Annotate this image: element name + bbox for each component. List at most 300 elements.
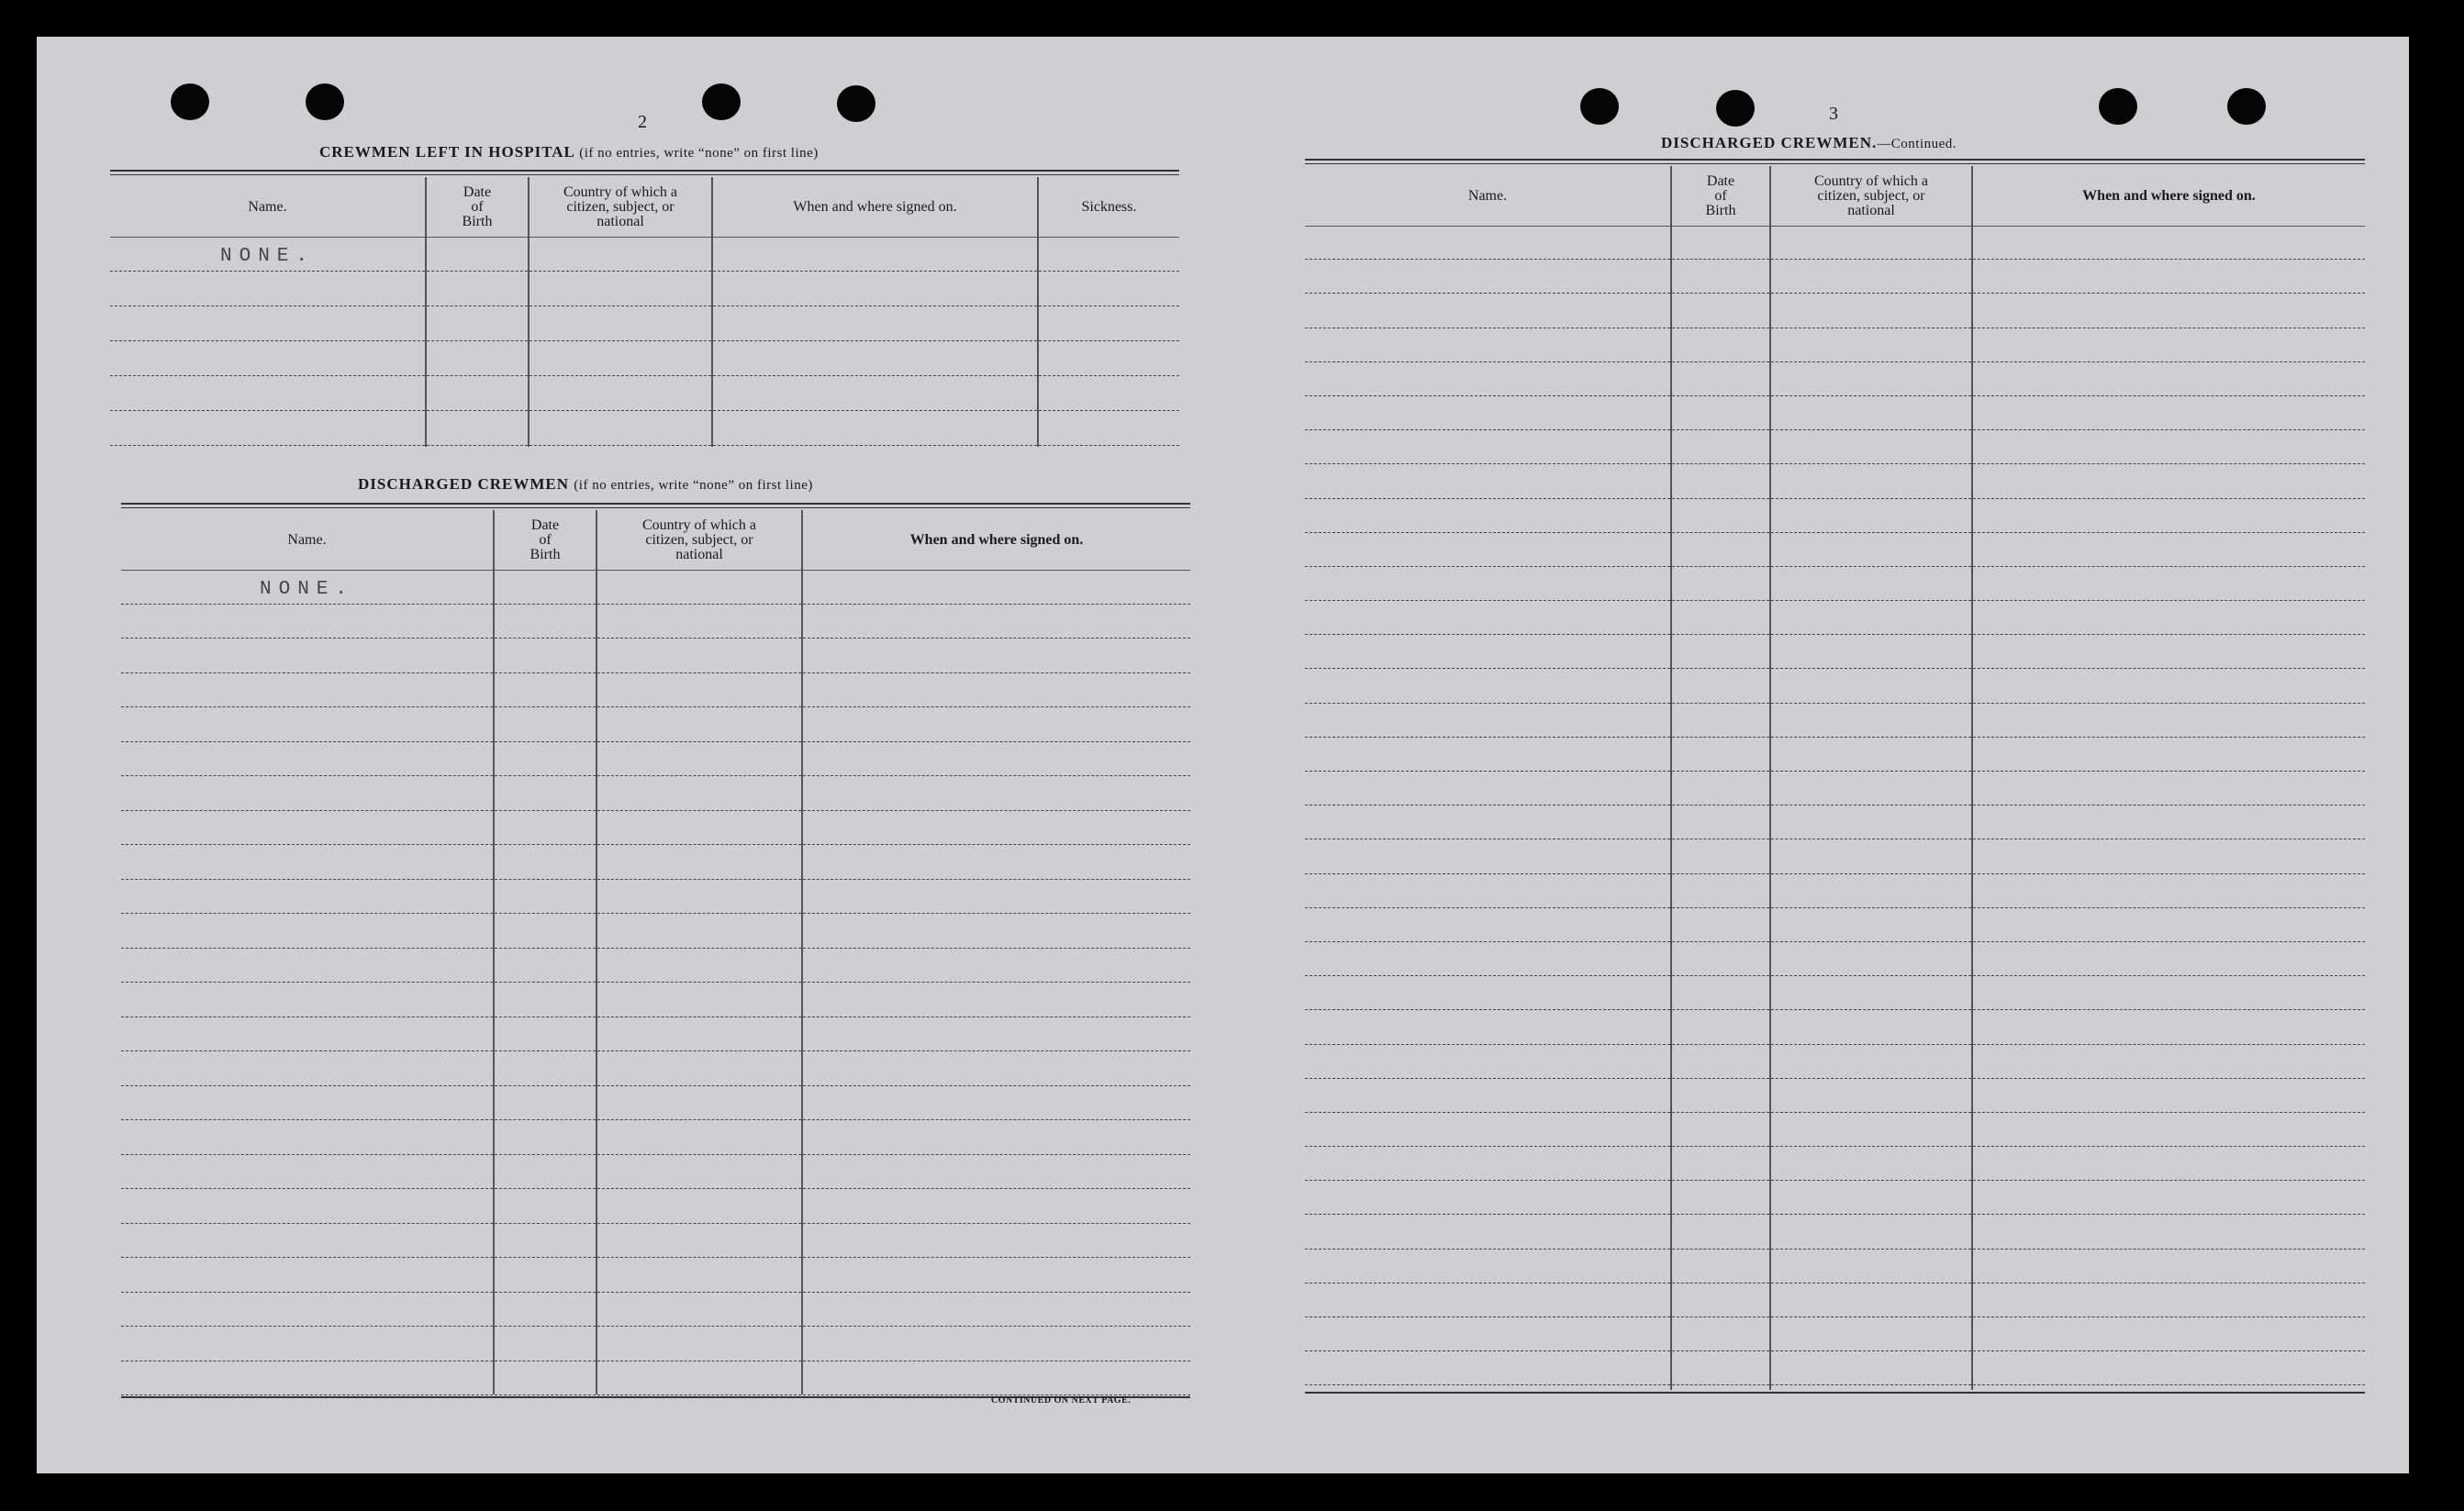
table-row[interactable] [1305,533,1670,567]
table-row[interactable] [1771,1147,1971,1181]
table-row[interactable] [110,376,425,411]
table-row[interactable] [713,272,1037,306]
table-row[interactable] [803,639,1190,673]
table-row[interactable] [597,570,801,605]
punch-hole [306,83,344,120]
table-row[interactable] [1771,738,1971,772]
table-row[interactable] [495,880,596,915]
table-row[interactable] [1771,1317,1971,1351]
table-row[interactable] [121,1293,493,1328]
table-row[interactable] [1973,1147,2365,1181]
table-row[interactable] [121,983,493,1017]
table-row[interactable] [803,673,1190,708]
table-row[interactable] [597,1189,801,1224]
table-row[interactable] [1305,1113,1670,1147]
punch-hole [1580,88,1619,125]
table-row[interactable] [803,1017,1190,1052]
table-row[interactable] [597,914,801,949]
hospital-title-text: CREWMEN LEFT IN HOSPITAL [319,143,574,161]
table-row[interactable] [1771,1045,1971,1079]
table-row[interactable] [597,605,801,639]
table-row[interactable] [495,1258,596,1293]
column-header: Sickness. [1039,177,1179,238]
table-row[interactable] [597,1051,801,1086]
right-col-country [1771,166,1973,1390]
table-row[interactable] [1771,1351,1971,1385]
column-header: Date of Birth [1672,166,1769,227]
hospital-instruction: (if no entries, write “none” on first line) [579,146,819,161]
table-row[interactable] [803,811,1190,846]
table-row[interactable] [713,411,1037,446]
table-row[interactable] [1973,1113,2365,1147]
table-row[interactable] [803,1361,1190,1396]
table-row[interactable] [1771,874,1971,908]
table-row[interactable] [495,570,596,605]
table-row[interactable] [495,639,596,673]
table-row[interactable] [1973,1283,2365,1317]
table-row[interactable] [1771,942,1971,976]
table-row[interactable] [713,376,1037,411]
table-row[interactable] [1771,1079,1971,1113]
table-row[interactable] [1672,1079,1769,1113]
table-row[interactable] [530,341,711,376]
table-row[interactable] [597,1258,801,1293]
table-row[interactable] [1973,533,2365,567]
table-row[interactable] [1771,396,1971,430]
table-row[interactable] [1672,635,1769,669]
table-row[interactable] [1305,1250,1670,1283]
table-row[interactable] [427,341,528,376]
table-row[interactable] [121,845,493,880]
table-row[interactable] [1305,567,1670,601]
table-row[interactable] [121,949,493,983]
table-row[interactable] [1973,430,2365,464]
table-row[interactable] [803,1258,1190,1293]
table-row[interactable] [495,811,596,846]
table-row[interactable] [121,1120,493,1155]
table-row[interactable] [495,776,596,811]
table-row[interactable] [1672,533,1769,567]
table-row[interactable] [803,1189,1190,1224]
table-row[interactable] [1305,499,1670,533]
table-row[interactable] [121,1051,493,1086]
table-row[interactable] [121,1327,493,1361]
handwritten-entry: NONE. [259,578,354,600]
table-row[interactable] [1771,430,1971,464]
table-row[interactable] [495,1224,596,1259]
table-row[interactable] [121,1224,493,1259]
handwritten-entry: NONE. [219,246,315,267]
table-row[interactable] [1305,430,1670,464]
table-row[interactable] [1973,464,2365,498]
table-row[interactable] [427,306,528,341]
table-row[interactable] [803,949,1190,983]
table-row[interactable] [597,1017,801,1052]
table-row[interactable] [427,376,528,411]
table-row[interactable] [1672,362,1769,396]
table-row[interactable] [1973,260,2365,294]
table-row[interactable] [1973,738,2365,772]
table-row[interactable] [1771,601,1971,635]
table-row[interactable] [495,707,596,742]
table-row[interactable] [1771,908,1971,942]
table-row[interactable] [427,411,528,446]
table-row[interactable] [713,306,1037,341]
table-row[interactable] [121,880,493,915]
table-row[interactable] [1771,1215,1971,1249]
table-row[interactable] [1771,226,1971,260]
table-row[interactable] [1672,1010,1769,1044]
punch-hole [1716,90,1755,127]
right-col-where [1973,166,2365,1390]
table-row[interactable] [1672,874,1769,908]
table-row[interactable] [530,237,711,272]
table-row[interactable] [495,742,596,777]
table-row[interactable] [1305,362,1670,396]
table-row[interactable] [1771,1181,1971,1215]
page-number-right: 3 [1829,104,1838,124]
table-row[interactable] [121,605,493,639]
table-row[interactable] [495,1155,596,1190]
table-row[interactable] [110,237,425,272]
table-row[interactable] [1305,328,1670,362]
table-row[interactable] [121,1189,493,1224]
column-header: Country of which a citizen, subject, or national [1771,166,1971,227]
column-header: Name. [121,510,493,571]
table-row[interactable] [1973,328,2365,362]
table-row[interactable] [1973,874,2365,908]
table-row[interactable] [1672,1147,1769,1181]
table-row[interactable] [1672,430,1769,464]
table-row[interactable] [1305,1317,1670,1351]
table-row[interactable] [495,605,596,639]
page-number-left: 2 [638,112,647,132]
table-row[interactable] [1973,704,2365,738]
table-row[interactable] [1771,260,1971,294]
table-row[interactable] [597,1120,801,1155]
table-row[interactable] [1305,1215,1670,1249]
table-row[interactable] [1672,942,1769,976]
table-row[interactable] [110,306,425,341]
table-row[interactable] [1672,976,1769,1010]
table-row[interactable] [1771,328,1971,362]
table-row[interactable] [1973,1079,2365,1113]
table-row[interactable] [1039,341,1179,376]
column-header: When and where signed on. [713,177,1037,238]
table-row[interactable] [121,1258,493,1293]
discharged-col-country [597,510,803,1394]
column-header: Date of Birth [427,177,528,238]
table-row[interactable] [1305,669,1670,703]
table-row[interactable] [1672,567,1769,601]
table-row[interactable] [121,811,493,846]
table-row[interactable] [803,1155,1190,1190]
table-row[interactable] [1305,738,1670,772]
table-row[interactable] [597,880,801,915]
table-row[interactable] [1305,772,1670,805]
table-row[interactable] [427,237,528,272]
table-row[interactable] [803,845,1190,880]
table-row[interactable] [1771,567,1971,601]
table-row[interactable] [1973,567,2365,601]
table-row[interactable] [713,341,1037,376]
table-row[interactable] [597,1361,801,1396]
column-header: Country of which a citizen, subject, or national [530,177,711,238]
table-row[interactable] [495,673,596,708]
table-row[interactable] [530,411,711,446]
table-row[interactable] [803,983,1190,1017]
table-row[interactable] [1973,1181,2365,1215]
table-row[interactable] [1672,704,1769,738]
table-row[interactable] [1672,1215,1769,1249]
table-row[interactable] [1973,635,2365,669]
table-row[interactable] [1672,396,1769,430]
table-row[interactable] [713,237,1037,272]
table-row[interactable] [1305,260,1670,294]
right-title-text: DISCHARGED CREWMEN. [1661,134,1878,151]
table-row[interactable] [1973,1250,2365,1283]
punch-hole [702,83,741,120]
table-row[interactable] [1305,704,1670,738]
table-row[interactable] [1771,1113,1971,1147]
table-row[interactable] [803,707,1190,742]
table-row[interactable] [1771,1010,1971,1044]
table-row[interactable] [121,570,493,605]
table-row[interactable] [495,1086,596,1121]
table-row[interactable] [121,707,493,742]
table-row[interactable] [495,1361,596,1396]
table-row[interactable] [597,742,801,777]
discharged-instruction: (if no entries, write “none” on first line) [574,478,813,493]
table-row[interactable] [121,776,493,811]
table-row[interactable] [1672,1317,1769,1351]
table-row[interactable] [1771,839,1971,873]
table-row[interactable] [803,1224,1190,1259]
table-row[interactable] [1305,805,1670,839]
table-row[interactable] [597,639,801,673]
table-row[interactable] [1672,738,1769,772]
table-row[interactable] [1672,1351,1769,1385]
table-row[interactable] [597,845,801,880]
table-row[interactable] [1771,805,1971,839]
table-row[interactable] [1672,772,1769,805]
table-row[interactable] [1672,669,1769,703]
table-row[interactable] [495,1327,596,1361]
table-row[interactable] [495,1051,596,1086]
table-row[interactable] [1305,1181,1670,1215]
discharged-table-left [121,503,1190,1394]
table-row[interactable] [1973,1010,2365,1044]
hospital-col-name [110,177,427,447]
hospital-col-country [530,177,713,447]
continued-note: CONTINUED ON NEXT PAGE. [991,1395,1132,1405]
table-row[interactable] [1305,1010,1670,1044]
table-row[interactable] [1305,1283,1670,1317]
table-row[interactable] [1672,294,1769,328]
table-row[interactable] [1672,499,1769,533]
table-row[interactable] [1305,294,1670,328]
table-row[interactable] [803,880,1190,915]
table-row[interactable] [121,673,493,708]
table-row[interactable] [597,1327,801,1361]
table-row[interactable] [1305,1147,1670,1181]
column-header: When and where signed on. [1973,166,2365,227]
table-row[interactable] [1305,396,1670,430]
table-row[interactable] [1305,601,1670,635]
table-row[interactable] [803,570,1190,605]
table-row[interactable] [1305,976,1670,1010]
column-header: Date of Birth [495,510,596,571]
table-row[interactable] [1973,499,2365,533]
table-row[interactable] [1672,1181,1769,1215]
table-row[interactable] [495,1293,596,1328]
table-row[interactable] [495,1120,596,1155]
table-row[interactable] [495,1189,596,1224]
table-row[interactable] [530,272,711,306]
table-row[interactable] [1973,942,2365,976]
table-row[interactable] [530,376,711,411]
table-row[interactable] [1672,226,1769,260]
table-row[interactable] [1973,669,2365,703]
table-row[interactable] [803,1293,1190,1328]
table-row[interactable] [803,914,1190,949]
table-row[interactable] [1771,362,1971,396]
table-row[interactable] [1771,294,1971,328]
table-row[interactable] [1305,226,1670,260]
table-row[interactable] [597,1293,801,1328]
table-row[interactable] [530,306,711,341]
table-row[interactable] [1973,1351,2365,1385]
table-row[interactable] [1771,635,1971,669]
table-row[interactable] [1672,464,1769,498]
table-row[interactable] [1973,294,2365,328]
table-row[interactable] [803,776,1190,811]
table-row[interactable] [1973,805,2365,839]
table-row[interactable] [1672,1283,1769,1317]
table-row[interactable] [1973,839,2365,873]
table-row[interactable] [1771,464,1971,498]
table-row[interactable] [495,845,596,880]
table-row[interactable] [110,341,425,376]
table-row[interactable] [597,983,801,1017]
table-row[interactable] [495,949,596,983]
table-row[interactable] [121,1361,493,1396]
discharged-col-dob [495,510,597,1394]
punch-hole [837,85,875,122]
table-row[interactable] [597,707,801,742]
table-row[interactable] [1305,1045,1670,1079]
table-row[interactable] [495,914,596,949]
table-row[interactable] [597,1224,801,1259]
table-row[interactable] [110,411,425,446]
table-row[interactable] [1672,1045,1769,1079]
table-row[interactable] [1771,1283,1971,1317]
table-row[interactable] [1672,601,1769,635]
table-row[interactable] [1771,499,1971,533]
table-row[interactable] [1672,1250,1769,1283]
table-row[interactable] [803,605,1190,639]
table-row[interactable] [1305,839,1670,873]
table-row[interactable] [1672,805,1769,839]
table-row[interactable] [597,1086,801,1121]
table-row[interactable] [597,776,801,811]
discharged-table-right [1305,159,2365,1390]
table-row[interactable] [121,1086,493,1121]
table-row[interactable] [121,639,493,673]
table-row[interactable] [1305,874,1670,908]
table-row[interactable] [1672,908,1769,942]
table-row[interactable] [1771,533,1971,567]
table-row[interactable] [121,742,493,777]
document-sheet [37,37,2409,1473]
table-row[interactable] [1771,976,1971,1010]
table-row[interactable] [597,949,801,983]
table-row[interactable] [1305,1079,1670,1113]
column-header: When and where signed on. [803,510,1190,571]
table-row[interactable] [495,1017,596,1052]
table-row[interactable] [597,1155,801,1190]
table-row[interactable] [803,1120,1190,1155]
table-row[interactable] [1771,1250,1971,1283]
table-row[interactable] [1973,601,2365,635]
table-row[interactable] [1305,464,1670,498]
table-row[interactable] [1305,942,1670,976]
table-row[interactable] [1973,1045,2365,1079]
table-row[interactable] [1039,272,1179,306]
table-row[interactable] [1973,772,2365,805]
table-row[interactable] [1973,226,2365,260]
table-row[interactable] [1672,839,1769,873]
table-row[interactable] [1973,1317,2365,1351]
table-row[interactable] [1039,411,1179,446]
table-row[interactable] [121,1017,493,1052]
table-row[interactable] [803,1051,1190,1086]
table-row[interactable] [1771,704,1971,738]
table-row[interactable] [1305,908,1670,942]
table-row[interactable] [1305,635,1670,669]
table-row[interactable] [803,742,1190,777]
table-row[interactable] [1039,306,1179,341]
hospital-table [110,170,1179,447]
table-row[interactable] [495,983,596,1017]
table-row[interactable] [803,1327,1190,1361]
table-row[interactable] [1973,1215,2365,1249]
table-row[interactable] [1305,1351,1670,1385]
table-row[interactable] [121,1155,493,1190]
table-row[interactable] [1973,396,2365,430]
table-row[interactable] [1771,669,1971,703]
table-row[interactable] [1672,260,1769,294]
table-row[interactable] [597,673,801,708]
table-row[interactable] [1039,237,1179,272]
table-row[interactable] [597,811,801,846]
hospital-title [319,143,819,161]
table-row[interactable] [1973,908,2365,942]
table-row[interactable] [1672,328,1769,362]
table-row[interactable] [1672,1113,1769,1147]
table-row[interactable] [121,914,493,949]
table-row[interactable] [1973,362,2365,396]
table-row[interactable] [1039,376,1179,411]
table-row[interactable] [1771,772,1971,805]
table-row[interactable] [110,272,425,306]
table-row[interactable] [803,1086,1190,1121]
table-row[interactable] [1973,976,2365,1010]
discharged-col-name [121,510,495,1394]
column-header: Name. [110,177,425,238]
punch-hole [2099,88,2137,125]
table-row[interactable] [427,272,528,306]
